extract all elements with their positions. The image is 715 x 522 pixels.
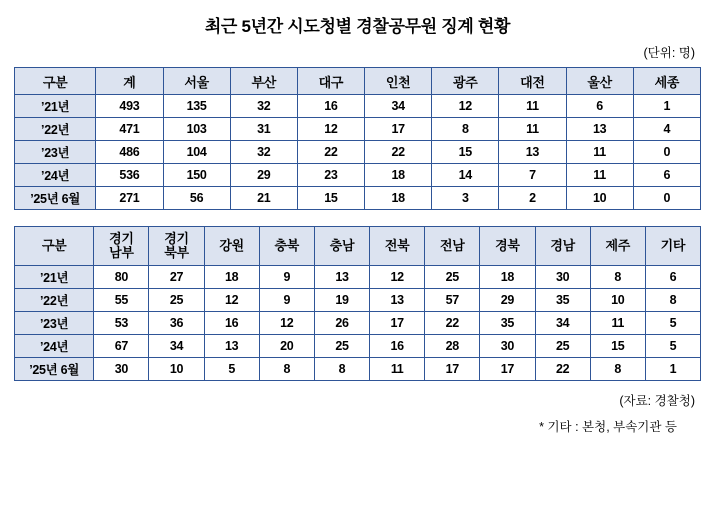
cell-value: 103 [163, 118, 230, 141]
cell-value: 15 [297, 187, 364, 210]
cell-value: 9 [259, 289, 314, 312]
cell-value: 104 [163, 141, 230, 164]
column-header-9: 세종 [633, 68, 700, 95]
cell-value: 10 [149, 358, 204, 381]
cell-value: 10 [566, 187, 633, 210]
cell-value: 13 [314, 266, 369, 289]
table-row [15, 335, 701, 358]
table-body [15, 95, 701, 210]
row-header: ’22년 [15, 289, 94, 312]
table-row [15, 164, 701, 187]
cell-value: 150 [163, 164, 230, 187]
cell-value: 8 [314, 358, 369, 381]
cell-value: 4 [633, 118, 700, 141]
cell-value: 18 [365, 164, 432, 187]
cell-value: 13 [204, 335, 259, 358]
cell-value: 2 [499, 187, 566, 210]
cell-value: 13 [566, 118, 633, 141]
cell-value: 35 [535, 289, 590, 312]
cell-value: 29 [230, 164, 297, 187]
cell-value: 25 [314, 335, 369, 358]
cell-value: 27 [149, 266, 204, 289]
table-row [15, 312, 701, 335]
cell-value: 536 [96, 164, 163, 187]
cell-value: 32 [230, 141, 297, 164]
column-header-1: 경기 남부 [94, 227, 149, 266]
cell-value: 16 [204, 312, 259, 335]
cell-value: 11 [370, 358, 425, 381]
column-header-6: 전북 [370, 227, 425, 266]
column-header-0: 구분 [15, 227, 94, 266]
cell-value: 53 [94, 312, 149, 335]
table-row [15, 289, 701, 312]
column-header-9: 경남 [535, 227, 590, 266]
table-row [15, 187, 701, 210]
column-header-8: 경북 [480, 227, 535, 266]
column-header-2: 경기 북부 [149, 227, 204, 266]
cell-value: 7 [499, 164, 566, 187]
table-header-row [15, 68, 701, 95]
cell-value: 22 [535, 358, 590, 381]
cell-value: 16 [370, 335, 425, 358]
cell-value: 18 [204, 266, 259, 289]
cell-value: 13 [370, 289, 425, 312]
cell-value: 17 [370, 312, 425, 335]
column-header-4: 충북 [259, 227, 314, 266]
cell-value: 493 [96, 95, 163, 118]
row-header: ’25년 6월 [15, 187, 96, 210]
cell-value: 36 [149, 312, 204, 335]
page-title: 최근 5년간 시도청별 경찰공무원 징계 현황 [204, 17, 511, 36]
cell-value: 8 [590, 358, 645, 381]
cell-value: 23 [297, 164, 364, 187]
cell-value: 11 [499, 118, 566, 141]
cell-value: 57 [425, 289, 480, 312]
cell-value: 20 [259, 335, 314, 358]
cell-value: 26 [314, 312, 369, 335]
table-spacer [14, 210, 701, 226]
table-row [15, 358, 701, 381]
table-header [15, 68, 701, 95]
cell-value: 11 [499, 95, 566, 118]
cell-value: 14 [432, 164, 499, 187]
row-header: ’21년 [15, 266, 94, 289]
cell-value: 17 [480, 358, 535, 381]
cell-value: 13 [499, 141, 566, 164]
cell-value: 32 [230, 95, 297, 118]
cell-value: 6 [566, 95, 633, 118]
cell-value: 1 [633, 95, 700, 118]
cell-value: 56 [163, 187, 230, 210]
row-header: ’25년 6월 [15, 358, 94, 381]
column-header-3: 강원 [204, 227, 259, 266]
table-row [15, 141, 701, 164]
column-header-7: 대전 [499, 68, 566, 95]
column-header-4: 대구 [297, 68, 364, 95]
column-header-1: 계 [96, 68, 163, 95]
unit-note: (단위: 명) [643, 46, 695, 60]
cell-value: 80 [94, 266, 149, 289]
cell-value: 15 [590, 335, 645, 358]
cell-value: 271 [96, 187, 163, 210]
table-header [15, 227, 701, 266]
cell-value: 18 [365, 187, 432, 210]
cell-value: 11 [566, 141, 633, 164]
row-header: ’24년 [15, 164, 96, 187]
cell-value: 18 [480, 266, 535, 289]
cell-value: 8 [645, 289, 700, 312]
cell-value: 0 [633, 187, 700, 210]
cell-value: 1 [645, 358, 700, 381]
cell-value: 5 [204, 358, 259, 381]
cell-value: 10 [590, 289, 645, 312]
cell-value: 19 [314, 289, 369, 312]
cell-value: 6 [633, 164, 700, 187]
row-header: ’23년 [15, 312, 94, 335]
cell-value: 135 [163, 95, 230, 118]
table-header-row [15, 227, 701, 266]
cell-value: 11 [566, 164, 633, 187]
cell-value: 12 [297, 118, 364, 141]
cell-value: 12 [432, 95, 499, 118]
source-note: (자료: 경찰청) [619, 394, 695, 408]
column-header-5: 충남 [314, 227, 369, 266]
row-header: ’23년 [15, 141, 96, 164]
cell-value: 17 [425, 358, 480, 381]
cell-value: 5 [645, 335, 700, 358]
table-row [15, 118, 701, 141]
cell-value: 471 [96, 118, 163, 141]
cell-value: 8 [590, 266, 645, 289]
cell-value: 22 [425, 312, 480, 335]
column-header-3: 부산 [230, 68, 297, 95]
discipline-table-provincial [14, 226, 701, 381]
discipline-table-metro [14, 67, 701, 210]
cell-value: 12 [370, 266, 425, 289]
cell-value: 34 [535, 312, 590, 335]
cell-value: 29 [480, 289, 535, 312]
cell-value: 30 [535, 266, 590, 289]
cell-value: 22 [365, 141, 432, 164]
cell-value: 30 [94, 358, 149, 381]
cell-value: 6 [645, 266, 700, 289]
cell-value: 35 [480, 312, 535, 335]
column-header-6: 광주 [432, 68, 499, 95]
footnote: * 기타 : 본청, 부속기관 등 [539, 420, 677, 434]
cell-value: 34 [365, 95, 432, 118]
cell-value: 15 [432, 141, 499, 164]
cell-value: 16 [297, 95, 364, 118]
cell-value: 34 [149, 335, 204, 358]
row-header: ’22년 [15, 118, 96, 141]
cell-value: 17 [365, 118, 432, 141]
cell-value: 5 [645, 312, 700, 335]
column-header-5: 인천 [365, 68, 432, 95]
column-header-7: 전남 [425, 227, 480, 266]
cell-value: 25 [535, 335, 590, 358]
cell-value: 25 [149, 289, 204, 312]
table-row [15, 266, 701, 289]
cell-value: 11 [590, 312, 645, 335]
cell-value: 30 [480, 335, 535, 358]
cell-value: 8 [432, 118, 499, 141]
cell-value: 486 [96, 141, 163, 164]
cell-value: 21 [230, 187, 297, 210]
cell-value: 12 [259, 312, 314, 335]
column-header-2: 서울 [163, 68, 230, 95]
cell-value: 28 [425, 335, 480, 358]
table-row [15, 95, 701, 118]
cell-value: 25 [425, 266, 480, 289]
table-body [15, 266, 701, 381]
cell-value: 22 [297, 141, 364, 164]
cell-value: 8 [259, 358, 314, 381]
row-header: ’21년 [15, 95, 96, 118]
cell-value: 55 [94, 289, 149, 312]
cell-value: 3 [432, 187, 499, 210]
cell-value: 67 [94, 335, 149, 358]
column-header-0: 구분 [15, 68, 96, 95]
column-header-10: 제주 [590, 227, 645, 266]
document-page [0, 12, 715, 522]
column-header-8: 울산 [566, 68, 633, 95]
row-header: ’24년 [15, 335, 94, 358]
cell-value: 9 [259, 266, 314, 289]
cell-value: 31 [230, 118, 297, 141]
column-header-11: 기타 [645, 227, 700, 266]
cell-value: 12 [204, 289, 259, 312]
cell-value: 0 [633, 141, 700, 164]
